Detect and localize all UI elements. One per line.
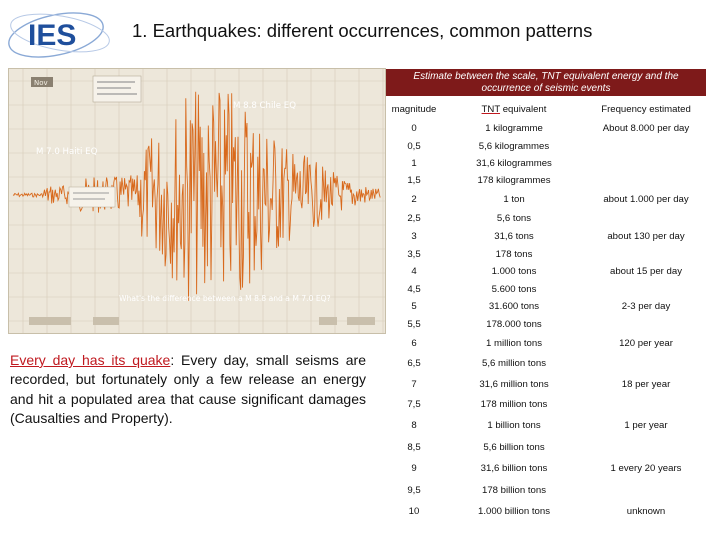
cell-magnitude: 3,5 bbox=[407, 248, 421, 260]
cell-tnt: 31,6 billion tons bbox=[480, 463, 548, 475]
table-row bbox=[386, 480, 706, 502]
cell-magnitude: 2,5 bbox=[407, 213, 421, 225]
table-row bbox=[386, 190, 706, 211]
label-haiti-eq: M 7.0 Haiti EQ bbox=[36, 147, 98, 157]
cell-frequency: 2-3 per day bbox=[621, 301, 671, 313]
cell-tnt: 178 kilogrammes bbox=[477, 175, 551, 187]
cell-magnitude: 8 bbox=[411, 420, 417, 432]
table-row bbox=[386, 245, 706, 263]
table-row bbox=[386, 172, 706, 189]
cell-frequency bbox=[586, 172, 706, 189]
cell-magnitude: 0,5 bbox=[407, 140, 421, 152]
cell-frequency bbox=[586, 437, 706, 459]
cell-frequency bbox=[586, 245, 706, 263]
table-row bbox=[386, 210, 706, 228]
cell-frequency bbox=[586, 280, 706, 298]
table-row bbox=[386, 395, 706, 416]
table-row bbox=[386, 228, 706, 246]
cell-tnt: 5.600 tons bbox=[491, 283, 537, 295]
page-title: 1. Earthquakes: different occurrences, common patterns bbox=[132, 20, 593, 41]
table-row bbox=[386, 354, 706, 375]
cell-tnt: 1.000 billion tons bbox=[477, 506, 550, 518]
cell-frequency: about 1.000 per day bbox=[603, 194, 689, 206]
cell-magnitude: 5 bbox=[411, 301, 417, 313]
tnt-acronym: TNT bbox=[481, 103, 501, 115]
cell-tnt: 31,6 tons bbox=[494, 230, 534, 242]
cell-tnt: 178 billion tons bbox=[481, 484, 546, 496]
cell-magnitude: 6 bbox=[411, 337, 417, 349]
tnt-suffix: equivalent bbox=[500, 103, 547, 115]
cell-tnt: 1 kilogramme bbox=[485, 123, 543, 135]
cell-tnt: 5,6 million tons bbox=[482, 358, 546, 370]
table-row bbox=[386, 374, 706, 395]
body-lead: Every day has its quake bbox=[10, 352, 171, 368]
ies-logo bbox=[6, 8, 114, 58]
table-row bbox=[386, 437, 706, 459]
cell-magnitude: 7,5 bbox=[407, 399, 421, 411]
label-chile-eq: M 8.8 Chile EQ bbox=[233, 101, 296, 111]
body-paragraph bbox=[10, 351, 366, 429]
cell-magnitude: 1,5 bbox=[407, 175, 421, 187]
cell-magnitude: 5,5 bbox=[407, 318, 421, 330]
cell-tnt: 31,6 million tons bbox=[479, 378, 549, 390]
table-row bbox=[386, 155, 706, 172]
cell-tnt: 1 ton bbox=[503, 194, 525, 206]
cell-tnt: 5,6 tons bbox=[496, 213, 532, 225]
cell-tnt: 178.000 tons bbox=[486, 318, 542, 330]
cell-tnt: 31.600 tons bbox=[488, 301, 540, 313]
cell-magnitude: 9 bbox=[411, 463, 417, 475]
table-header-row bbox=[386, 98, 706, 120]
logo-text: IES bbox=[28, 19, 77, 52]
cell-frequency bbox=[586, 480, 706, 502]
table-row bbox=[386, 298, 706, 316]
cell-magnitude: 10 bbox=[408, 506, 420, 518]
cell-tnt: 178 tons bbox=[495, 248, 533, 260]
cell-magnitude: 3 bbox=[411, 230, 417, 242]
table-row bbox=[386, 333, 706, 354]
cell-tnt: 5,6 billion tons bbox=[483, 441, 545, 453]
cell-tnt: 1.000 tons bbox=[491, 266, 537, 278]
ies-logo-graphic bbox=[6, 8, 114, 58]
seismo-info-box bbox=[93, 76, 141, 102]
col-header-tnt bbox=[442, 98, 586, 120]
cell-magnitude: 4,5 bbox=[407, 283, 421, 295]
seismo-question: What's the difference between a M 8.8 and a M 7.0 EQ? bbox=[119, 294, 331, 303]
cell-magnitude: 1 bbox=[411, 157, 417, 169]
cell-magnitude: 9,5 bbox=[407, 484, 421, 496]
cell-tnt: 5,6 kilogrammes bbox=[478, 140, 550, 152]
cell-magnitude: 2 bbox=[411, 194, 417, 206]
cell-frequency: about 15 per day bbox=[609, 266, 682, 278]
cell-magnitude: 0 bbox=[411, 123, 417, 135]
table-row bbox=[386, 120, 706, 137]
cell-tnt: 178 million tons bbox=[480, 399, 548, 411]
table-row bbox=[386, 263, 706, 281]
cell-magnitude: 7 bbox=[411, 378, 417, 390]
cell-frequency bbox=[586, 155, 706, 172]
cell-frequency bbox=[586, 354, 706, 375]
cell-frequency: About 8.000 per day bbox=[602, 123, 690, 135]
table-row bbox=[386, 458, 706, 480]
cell-tnt: 31,6 kilogrammes bbox=[476, 157, 552, 169]
cell-frequency bbox=[586, 137, 706, 154]
cell-frequency bbox=[586, 316, 706, 334]
cell-frequency: unknown bbox=[626, 506, 666, 518]
col-header-magnitude: magnitude bbox=[391, 103, 437, 115]
cell-frequency bbox=[586, 395, 706, 416]
cell-frequency: 1 per year bbox=[624, 420, 668, 432]
cell-frequency: 18 per year bbox=[621, 378, 671, 390]
cell-frequency: about 130 per day bbox=[607, 230, 685, 242]
cell-magnitude: 6,5 bbox=[407, 358, 421, 370]
cell-tnt: 1 million tons bbox=[486, 337, 542, 349]
cell-tnt: 1 billion tons bbox=[487, 420, 541, 432]
cell-magnitude: 4 bbox=[411, 266, 417, 278]
cell-frequency: 1 every 20 years bbox=[610, 463, 682, 475]
magnitude-table bbox=[386, 98, 706, 523]
table-row bbox=[386, 415, 706, 437]
body-text: : Every day, small seisms are recorded, but fortunately only a few release an energy and hit a populated area that cause significant damages (Causalties and Property). bbox=[10, 352, 366, 427]
table-row bbox=[386, 501, 706, 523]
seismogram-image bbox=[8, 68, 386, 334]
col-header-frequency: Frequency estimated bbox=[601, 103, 691, 115]
seismo-corner-tag: Nov bbox=[34, 79, 48, 87]
table-caption: Estimate between the scale, TNT equivalent energy and the occurrence of seismic events bbox=[386, 69, 706, 96]
table-row bbox=[386, 137, 706, 154]
table-row bbox=[386, 316, 706, 334]
cell-frequency: 120 per year bbox=[619, 337, 673, 349]
cell-magnitude: 8,5 bbox=[407, 441, 421, 453]
table-row bbox=[386, 280, 706, 298]
cell-frequency bbox=[586, 210, 706, 228]
